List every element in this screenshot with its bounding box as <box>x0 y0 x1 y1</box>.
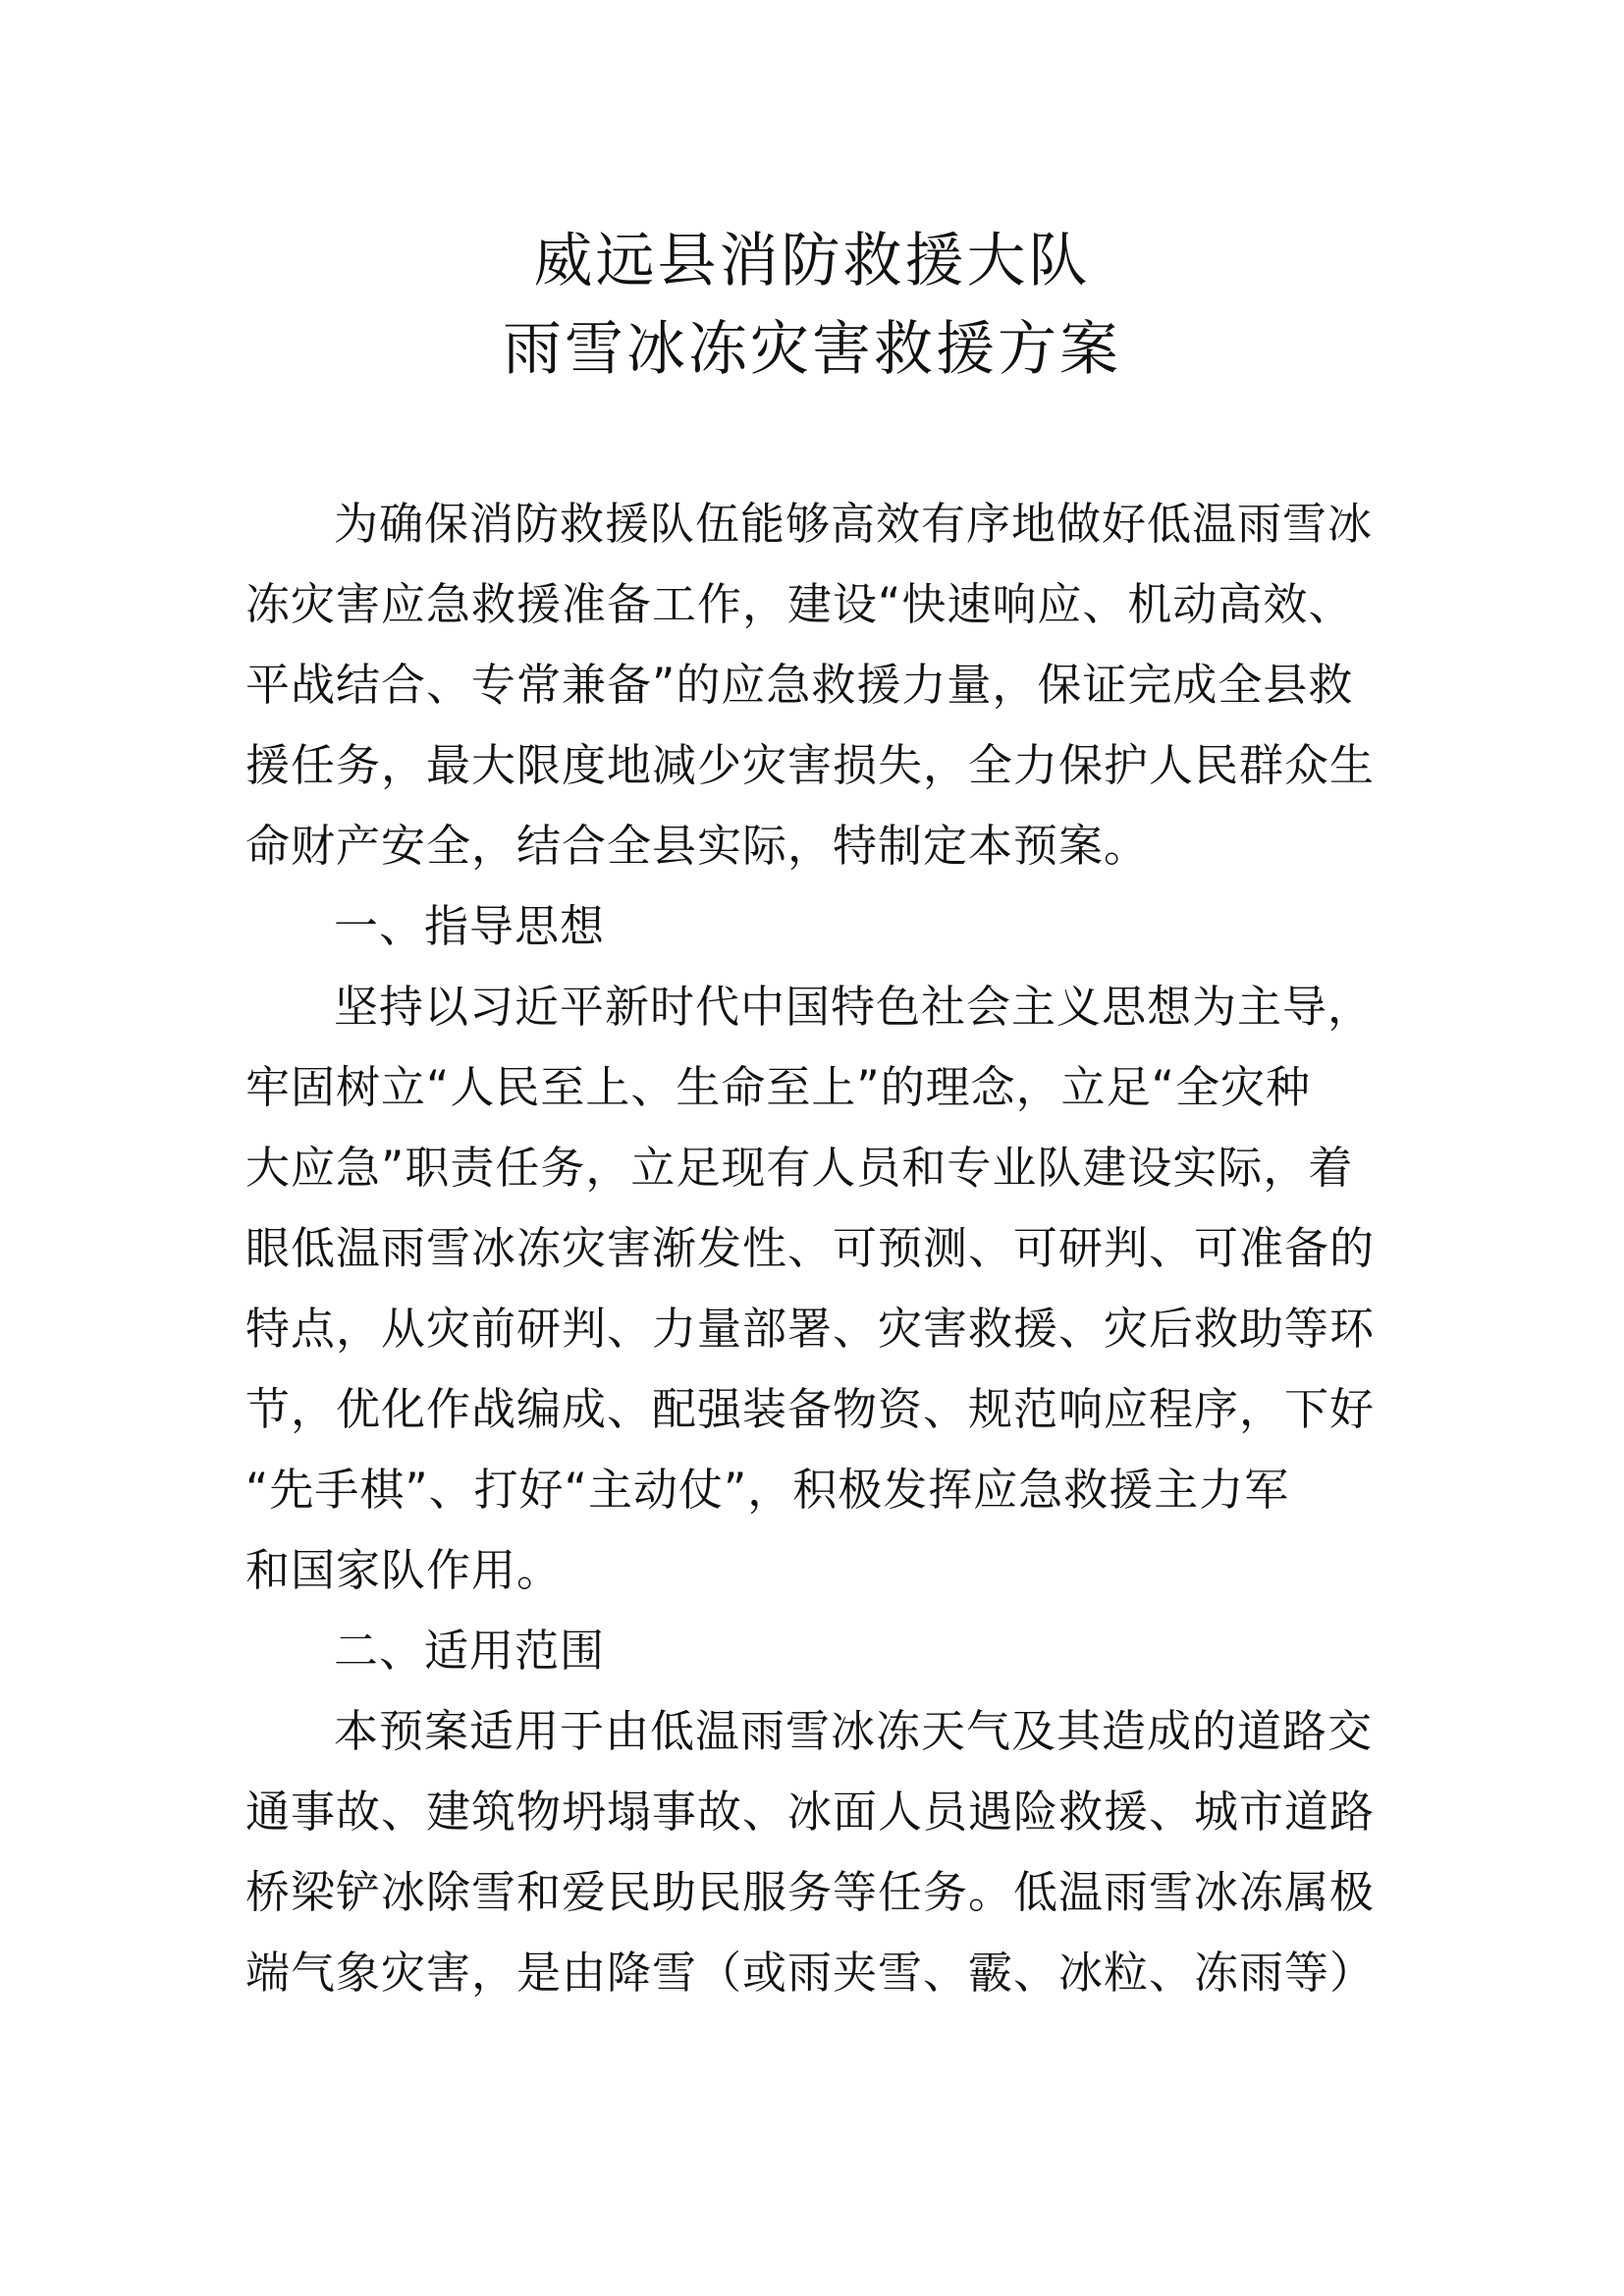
document-title-line-1: 威远县消防救援大队 <box>533 227 1091 295</box>
text-line: 大应急”职责任务，立足现有人员和专业队建设实际，着 <box>245 1142 1354 1194</box>
text-line: 桥梁铲冰除雪和爱民助民服务等任务。低温雨雪冰冻属极 <box>245 1866 1376 1918</box>
text-line: 冻灾害应急救援准备工作，建设“快速响应、机动高效、 <box>245 578 1354 630</box>
paragraph-intro <box>245 484 1384 886</box>
text-line: 特点，从灾前研判、力量部署、灾害救援、灾后救助等环 <box>245 1303 1376 1355</box>
section-heading-scope <box>245 1611 1384 1691</box>
section-heading-text: 二、适用范围 <box>334 1625 606 1677</box>
text-line: “先手棋”、打好“主动仗”，积极发挥应急救援主力军 <box>245 1464 1290 1516</box>
paragraph-guiding-ideology <box>245 967 1384 1611</box>
text-line: 眼低温雨雪冰冻灾害渐发性、可预测、可研判、可准备的 <box>245 1222 1376 1274</box>
text-line: 和国家队作用。 <box>245 1544 563 1596</box>
text-line: 通事故、建筑物坍塌事故、冰面人员遇险救援、城市道路 <box>245 1786 1376 1838</box>
paragraph-scope <box>245 1691 1384 2013</box>
section-heading-text: 一、指导思想 <box>334 900 606 952</box>
text-line: 牢固树立“人民至上、生命至上”的理念，立足“全灾种 <box>245 1061 1311 1113</box>
document-title-line-2: 雨雪冰冻灾害救援方案 <box>503 315 1121 384</box>
text-line: 坚持以习近平新时代中国特色社会主义思想为主导， <box>334 981 1374 1033</box>
text-line: 命财产安全，结合全县实际，特制定本预案。 <box>245 820 1150 872</box>
text-line: 端气象灾害，是由降雪（或雨夹雪、霰、冰粒、冻雨等） <box>245 1947 1376 1999</box>
text-line: 节，优化作战编成、配强装备物资、规范响应程序，下好 <box>245 1383 1376 1435</box>
text-line: 本预案适用于由低温雨雪冰冻天气及其造成的道路交 <box>334 1705 1374 1757</box>
text-line: 援任务，最大限度地减少灾害损失，全力保护人民群众生 <box>245 739 1376 791</box>
text-line: 为确保消防救援队伍能够高效有序地做好低温雨雪冰 <box>334 498 1374 550</box>
section-heading-guiding-ideology <box>245 886 1384 967</box>
text-line: 平战结合、专常兼备”的应急救援力量，保证完成全县救 <box>245 659 1354 711</box>
document-body <box>245 484 1384 2013</box>
